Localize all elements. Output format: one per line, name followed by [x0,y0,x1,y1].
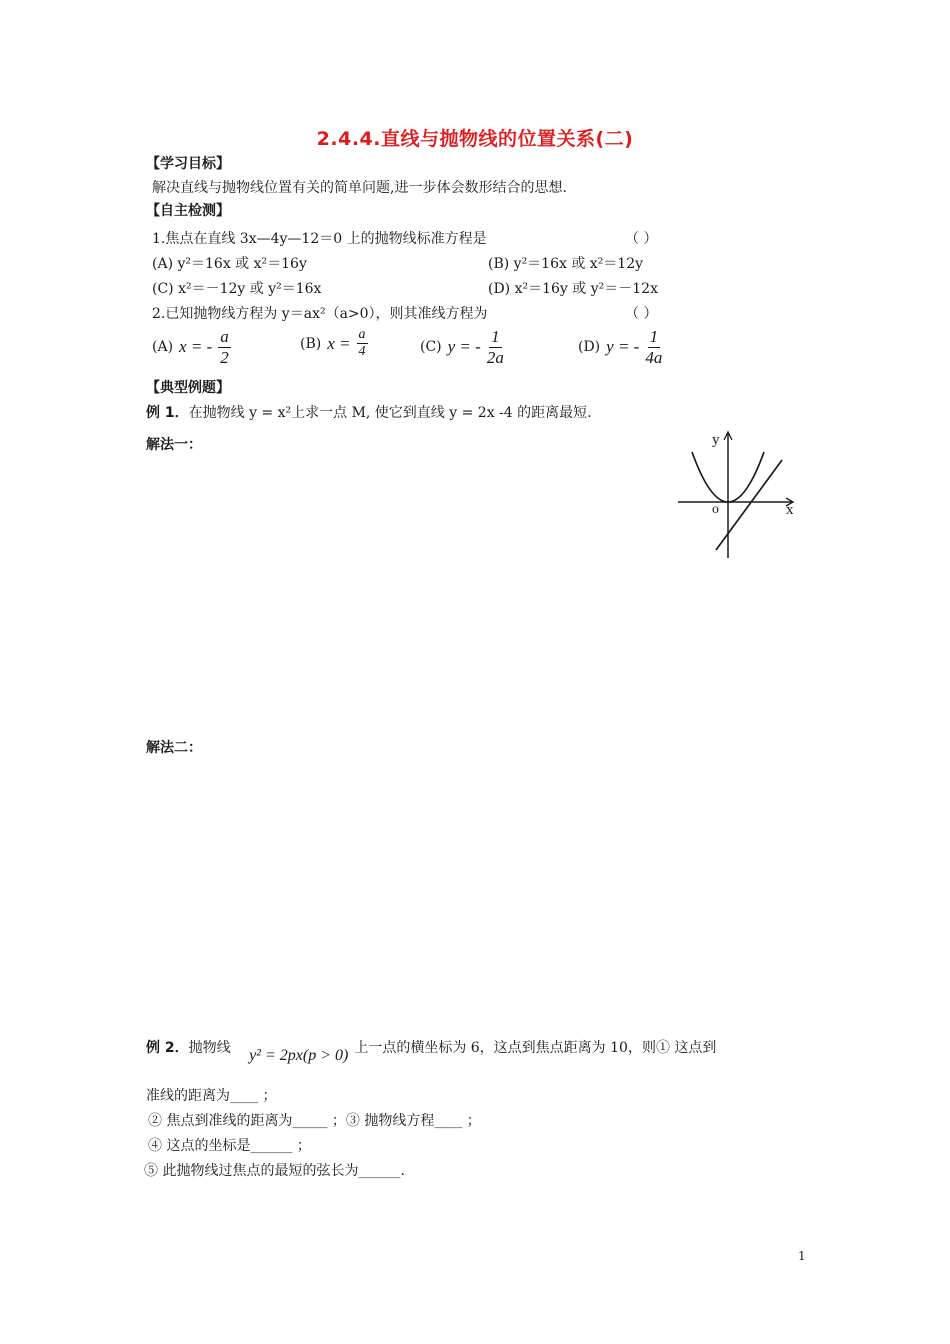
examples-heading: 【典型例题】 [146,380,230,396]
q2-option-d-fraction [645,327,662,367]
q2-option-c [420,327,504,367]
q2-bracket: （ ） [625,306,658,322]
self-check-heading: 【自主检测】 [146,203,230,219]
y-axis-label: y [712,432,720,448]
q2-option-b-denominator: 4 [358,344,366,360]
q1-option-d: (D) x²＝16y 或 y²＝－12x [488,281,658,297]
q2-option-a-lhs: x = - [179,337,213,357]
example2-label: 例 2． [146,1040,189,1056]
q2-option-d-numerator: 1 [649,327,659,346]
example2-line2: 准线的距离为____ ； [146,1088,277,1104]
q1-bracket: （ ） [625,231,658,247]
x-axis-label: x [786,502,794,518]
q2-option-d-label: (D) [578,339,601,356]
q2-option-d-lhs: y = - [606,337,640,357]
q2-option-a-label: (A) [152,339,174,356]
goals-heading: 【学习目标】 [146,156,230,172]
q2-option-c-numerator: 1 [491,327,500,346]
example2-line4: ④ 这点的坐标是______ ； [148,1138,311,1154]
solution1-label: 解法一： [146,437,202,453]
q2-option-b [300,327,368,360]
line-curve [716,460,782,550]
example1 [146,402,592,422]
example2-line1 [146,1037,717,1064]
example1-text: 在抛物线 y = x²上求一点 M, 使它到直线 y = 2x -4 的距离最短. [188,405,592,421]
origin-label: o [712,502,719,517]
q2-option-c-fraction [487,327,504,367]
parabola-figure [670,428,810,560]
example2-line3: ② 焦点到准线的距离为_____ ；③ 抛物线方程____ ； [148,1113,481,1129]
solution2-label: 解法二： [146,740,202,756]
q2-option-b-numerator: a [357,327,368,344]
q2-option-b-lhs: x = [327,333,351,353]
q1-option-b: (B) y²＝16x 或 x²＝12y [488,256,644,272]
q2-option-d-denominator: 4a [645,347,663,367]
q2-option-b-label: (B) [300,335,322,352]
q2-stem: 2.已知抛物线方程为 y＝ax²（a>0），则其准线方程为 [152,306,488,322]
example2-formula: y² = 2px(p > 0) [249,1047,349,1064]
q2-option-a-fraction [218,327,231,367]
q1-stem: 1.焦点在直线 3x—4y—12＝0 上的抛物线标准方程是 [152,231,487,247]
page-title: 2.4.4.直线与抛物线的位置关系(二) [316,128,634,150]
q2-option-b-fraction [357,327,368,360]
q1-option-a: (A) y²＝16x 或 x²＝16y [152,256,307,272]
example1-label: 例 1． [146,405,189,421]
q2-option-a-numerator: a [220,327,229,346]
q2-option-c-label: (C) [420,339,442,356]
q2-option-a [152,327,231,367]
q2-option-c-lhs: y = - [447,337,481,357]
page-number: 1 [798,1249,806,1263]
example2-line5: ⑤ 此抛物线过焦点的最短的弦长为______. [144,1163,405,1179]
goals-text: 解决直线与抛物线位置有关的简单问题,进一步体会数形结合的思想. [152,180,567,196]
q1-option-c: (C) x²＝－12y 或 y²＝16x [152,281,322,297]
q2-option-d [578,327,662,367]
example2-word: 抛物线 [188,1040,231,1056]
example2-rest: 上一点的横坐标为 6，这点到焦点距离为 10，则① 这点到 [354,1040,717,1056]
q2-option-c-denominator: 2a [486,347,504,367]
q2-option-a-denominator: 2 [220,347,229,367]
